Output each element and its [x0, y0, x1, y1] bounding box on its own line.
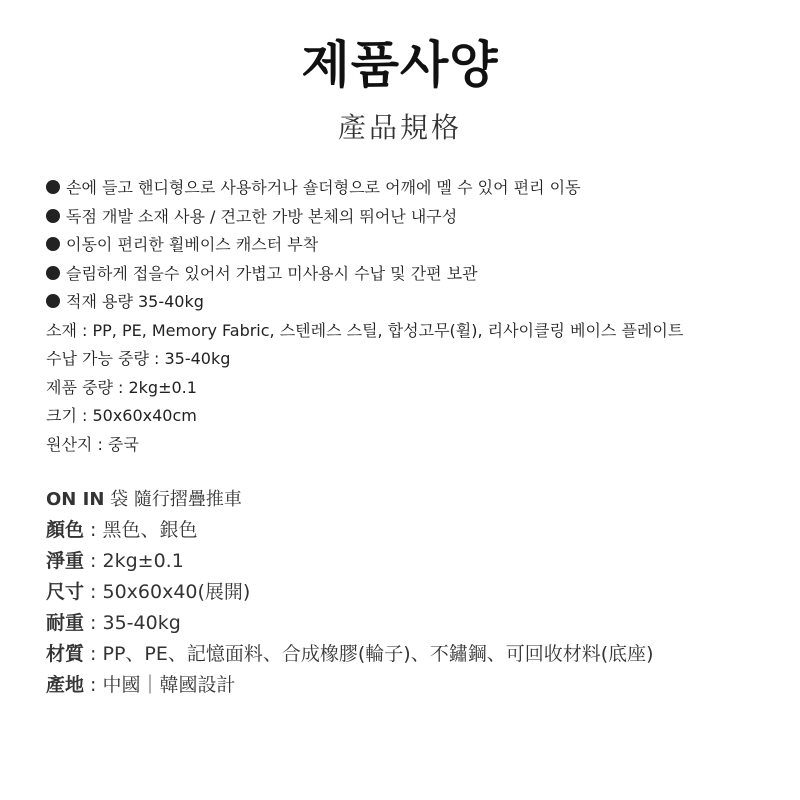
bullet-text: 독점 개발 소재 사용 / 견고한 가방 본체의 뛰어난 내구성 [66, 206, 458, 226]
spec-value: : PP、PE、記憶面料、合成橡膠(輪子)、不鏽鋼、可回收材料(底座) [84, 643, 654, 665]
page-subtitle: 產品規格 [337, 111, 462, 144]
bullet-item [46, 231, 786, 260]
bullet-text: 이동이 편리한 휠베이스 캐스터 부착 [66, 235, 319, 254]
spec-capacity: 수납 가능 중량 : 35-40kg [46, 349, 231, 368]
spec-value: : 黑色、銀色 [84, 519, 198, 541]
spec-origin: 원산지 : 중국 [46, 434, 139, 454]
spec-material: 소재 : PP, PE, Memory Fabric, 스텐레스 스틸, 합성고무(휠), 리사이클링 베이스 플레이트 [46, 320, 684, 340]
bullet-dot-icon [46, 209, 60, 223]
spec-row-load [46, 608, 786, 639]
spec-label: 耐重 [46, 612, 85, 634]
spec-row-net-weight [46, 546, 786, 577]
bullet-item [46, 260, 786, 289]
spec-value: : 2kg±0.1 [84, 550, 184, 572]
spec-label: 淨重 [46, 550, 85, 572]
spec-weight: 제품 중량 : 2kg±0.1 [46, 377, 197, 397]
spec-row-color [46, 515, 786, 546]
spec-row-size [46, 577, 786, 608]
bullet-dot-icon [46, 294, 60, 308]
korean-spec-list [46, 174, 786, 459]
spec-label: 尺寸 [46, 581, 85, 603]
spec-value: : 中國｜韓國設計 [84, 674, 236, 696]
spec-label: 材質 [46, 643, 85, 665]
bullet-text: 적재 용량 35-40kg [66, 292, 204, 311]
spec-label: 顏色 [46, 519, 85, 541]
spec-row-material [46, 639, 786, 670]
page-title: 제품사양 [301, 36, 499, 94]
bullet-dot-icon [46, 180, 60, 194]
bullet-item [46, 288, 786, 317]
bullet-item [46, 174, 786, 203]
spec-label: 產地 [46, 674, 85, 696]
spec-value: : 35-40kg [84, 612, 181, 634]
spec-value: : 50x60x40(展開) [84, 581, 251, 603]
chinese-spec-list [46, 484, 786, 701]
bullet-dot-icon [46, 237, 60, 251]
spec-size: 크기 : 50x60x40cm [46, 406, 197, 425]
bullet-item [46, 203, 786, 232]
bullet-text: 슬림하게 접을수 있어서 가볍고 미사용시 수납 및 간편 보관 [66, 263, 478, 283]
bullet-text: 손에 들고 핸디형으로 사용하거나 숄더형으로 어깨에 멜 수 있어 편리 이동 [66, 178, 581, 197]
spec-row-origin [46, 670, 786, 701]
brand-name: ON IN [46, 489, 105, 510]
product-name: 袋 隨行摺疊推車 [104, 489, 242, 510]
bullet-dot-icon [46, 266, 60, 280]
chinese-spec-heading [46, 484, 786, 515]
